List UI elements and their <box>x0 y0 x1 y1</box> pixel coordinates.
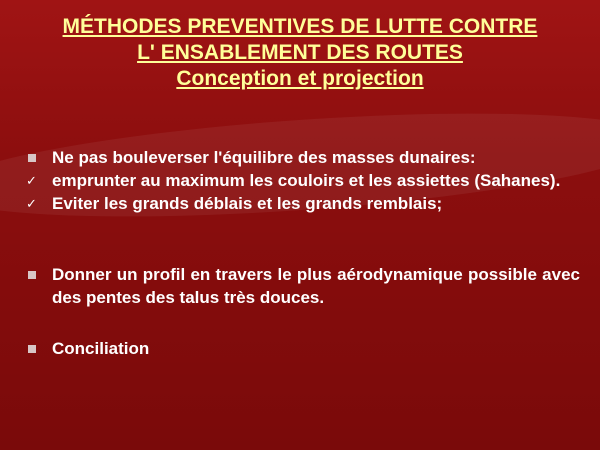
title-line-1: MÉTHODES PREVENTIVES DE LUTTE CONTRE <box>62 15 538 38</box>
list-item-text: Ne pas bouleverser l'équilibre des masses dunaires: <box>52 148 476 167</box>
square-bullet-icon <box>28 345 36 353</box>
slide-title <box>0 14 600 92</box>
list-item <box>26 146 580 169</box>
list-item-text: emprunter au maximum les couloirs et les assiettes (Sahanes). <box>52 171 561 190</box>
checkmark-icon: ✓ <box>26 173 37 188</box>
list-item <box>26 192 580 215</box>
list-item <box>26 337 580 360</box>
checkmark-icon: ✓ <box>26 196 37 211</box>
title-line-2: L' ENSABLEMENT DES ROUTES <box>137 41 463 64</box>
title-line-3: Conception et projection <box>176 67 424 90</box>
square-bullet-icon <box>28 154 36 162</box>
bullet-list <box>26 146 580 360</box>
list-item <box>26 263 580 309</box>
square-bullet-icon <box>28 271 36 279</box>
list-item-text: Donner un profil en travers le plus aérodynamique possible avec des pentes des talus très douces. <box>52 265 580 307</box>
list-item <box>26 169 580 192</box>
list-item-text: Conciliation <box>52 339 150 358</box>
list-item-text: Eviter les grands déblais et les grands remblais; <box>52 194 443 213</box>
